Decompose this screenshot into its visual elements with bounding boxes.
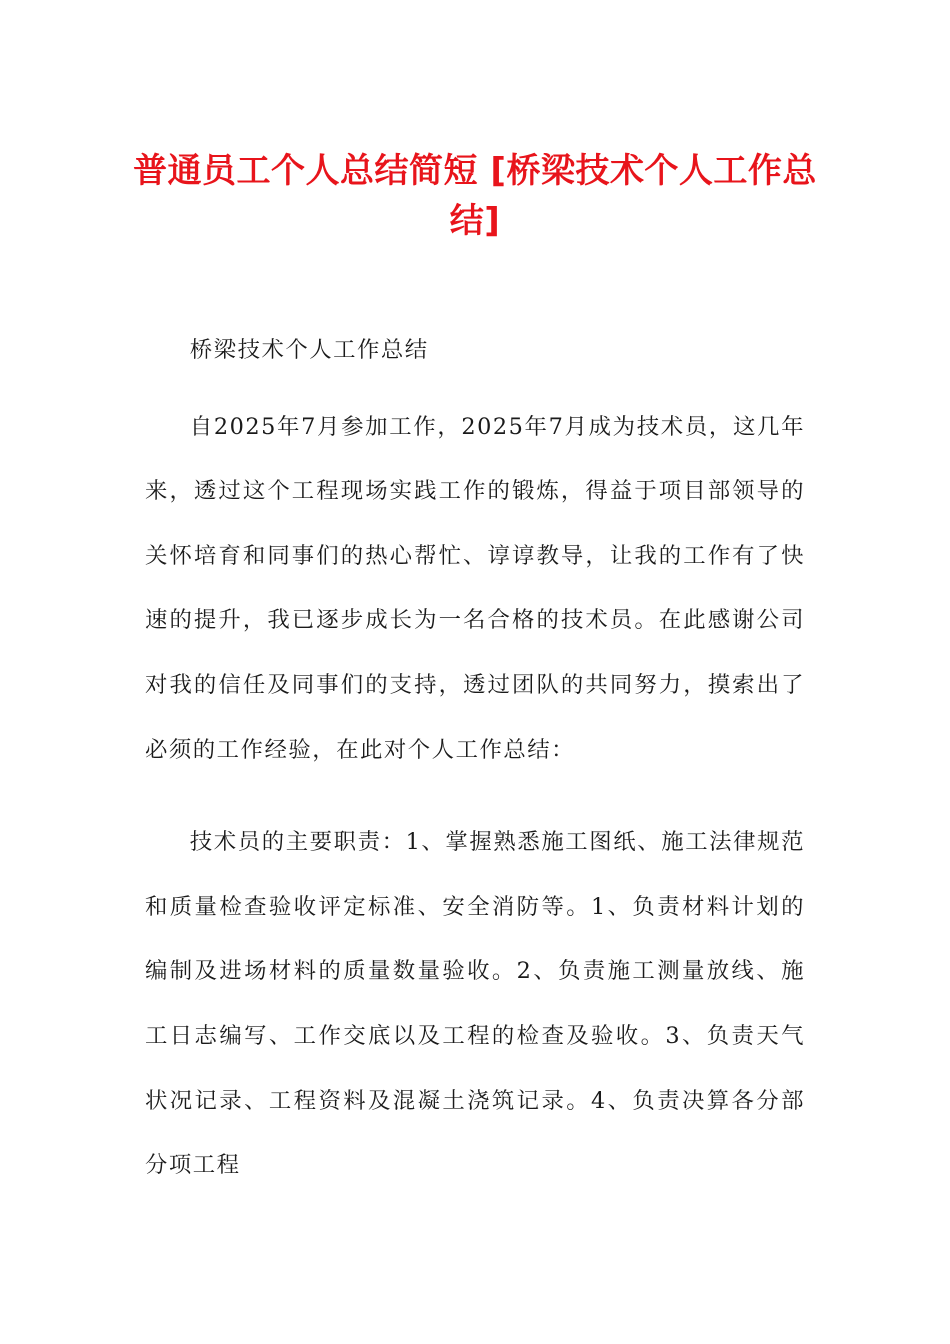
body-paragraph-intro: 自2025年7月参加工作，2025年7月成为技术员，这几年来，透过这个工程现场实践工作的锻炼，得益于项目部领导的关怀培育和同事们的热心帮忙、谆谆教导，让我的工作有了快速的提升，我已逐步成长为一名合格的技术员。在此感谢公司对我的信任及同事们的支持，透过团队的共同努力，摸索出了必须的工作经验，在此对个人工作总结： (145, 413, 805, 763)
document-body (145, 318, 805, 1226)
section-heading: 桥梁技术个人工作总结 (189, 337, 429, 363)
document-title: 普通员工个人总结简短 [桥梁技术个人工作总结] (133, 151, 817, 241)
body-paragraph-duties: 技术员的主要职责：1、掌握熟悉施工图纸、施工法律规范和质量检查验收评定标准、安全消防等。1、负责材料计划的编制及进场材料的质量数量验收。2、负责施工测量放线、施工日志编写、工作交底以及工程的检查及验收。3、负责天气状况记录、工程资料及混凝土浇筑记录。4、负责决算各分部分项工程 (145, 829, 805, 1179)
